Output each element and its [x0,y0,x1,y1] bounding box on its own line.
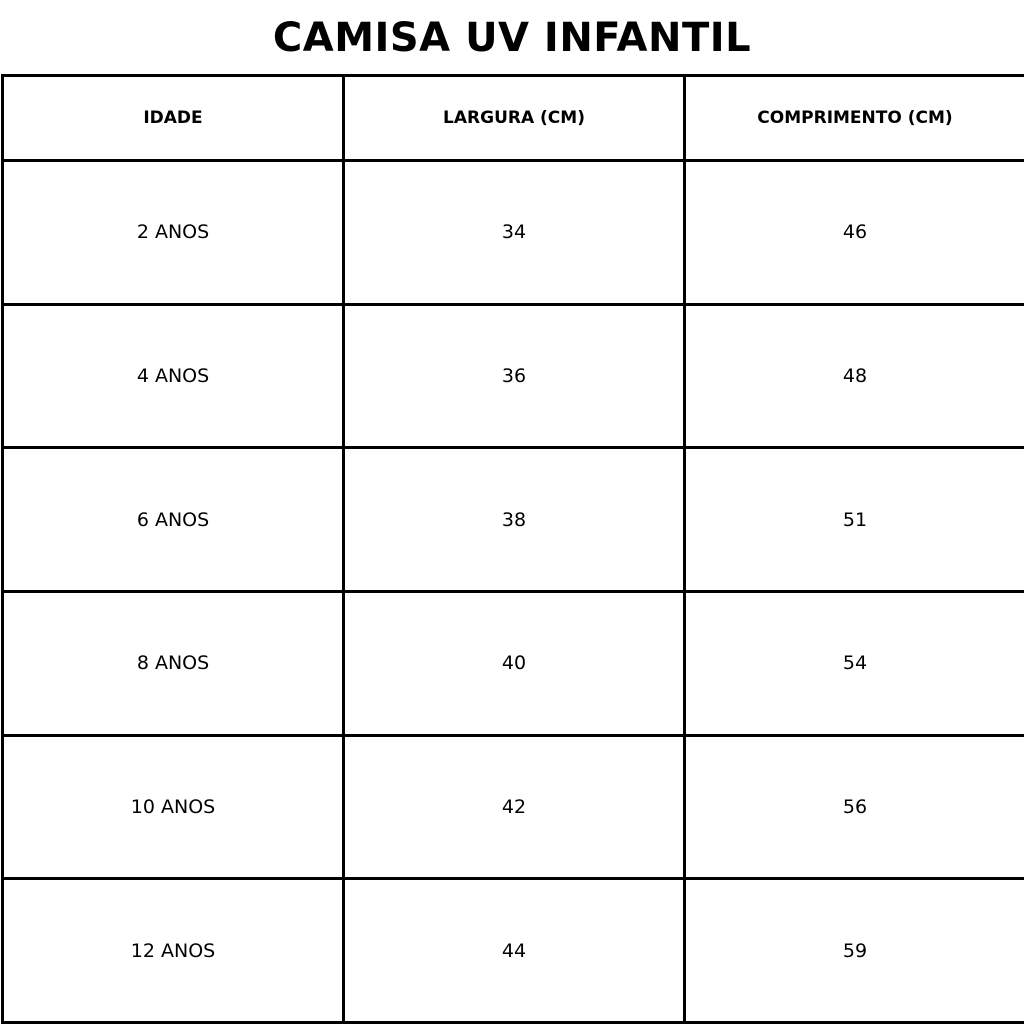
table-row [3,161,1024,305]
cell-idade: 6 ANOS [3,448,344,592]
table-row [3,304,1024,448]
cell-idade: 8 ANOS [3,591,344,735]
table-header-row [3,76,1024,161]
cell-largura: 40 [344,591,685,735]
cell-comprimento: 59 [685,879,1024,1023]
cell-comprimento: 51 [685,448,1024,592]
column-header-comprimento: COMPRIMENTO (CM) [685,76,1024,161]
cell-largura: 38 [344,448,685,592]
cell-largura: 42 [344,735,685,879]
size-chart-table [1,74,1024,1024]
page-title: CAMISA UV INFANTIL [272,15,752,61]
table-row [3,879,1024,1023]
cell-idade: 2 ANOS [3,161,344,305]
column-header-largura: LARGURA (CM) [344,76,685,161]
cell-idade: 4 ANOS [3,304,344,448]
cell-comprimento: 46 [685,161,1024,305]
table-row [3,735,1024,879]
column-header-idade: IDADE [3,76,344,161]
cell-comprimento: 48 [685,304,1024,448]
cell-idade: 12 ANOS [3,879,344,1023]
table-row [3,591,1024,735]
cell-largura: 34 [344,161,685,305]
cell-comprimento: 56 [685,735,1024,879]
cell-idade: 10 ANOS [3,735,344,879]
cell-largura: 44 [344,879,685,1023]
cell-largura: 36 [344,304,685,448]
table-row [3,448,1024,592]
cell-comprimento: 54 [685,591,1024,735]
